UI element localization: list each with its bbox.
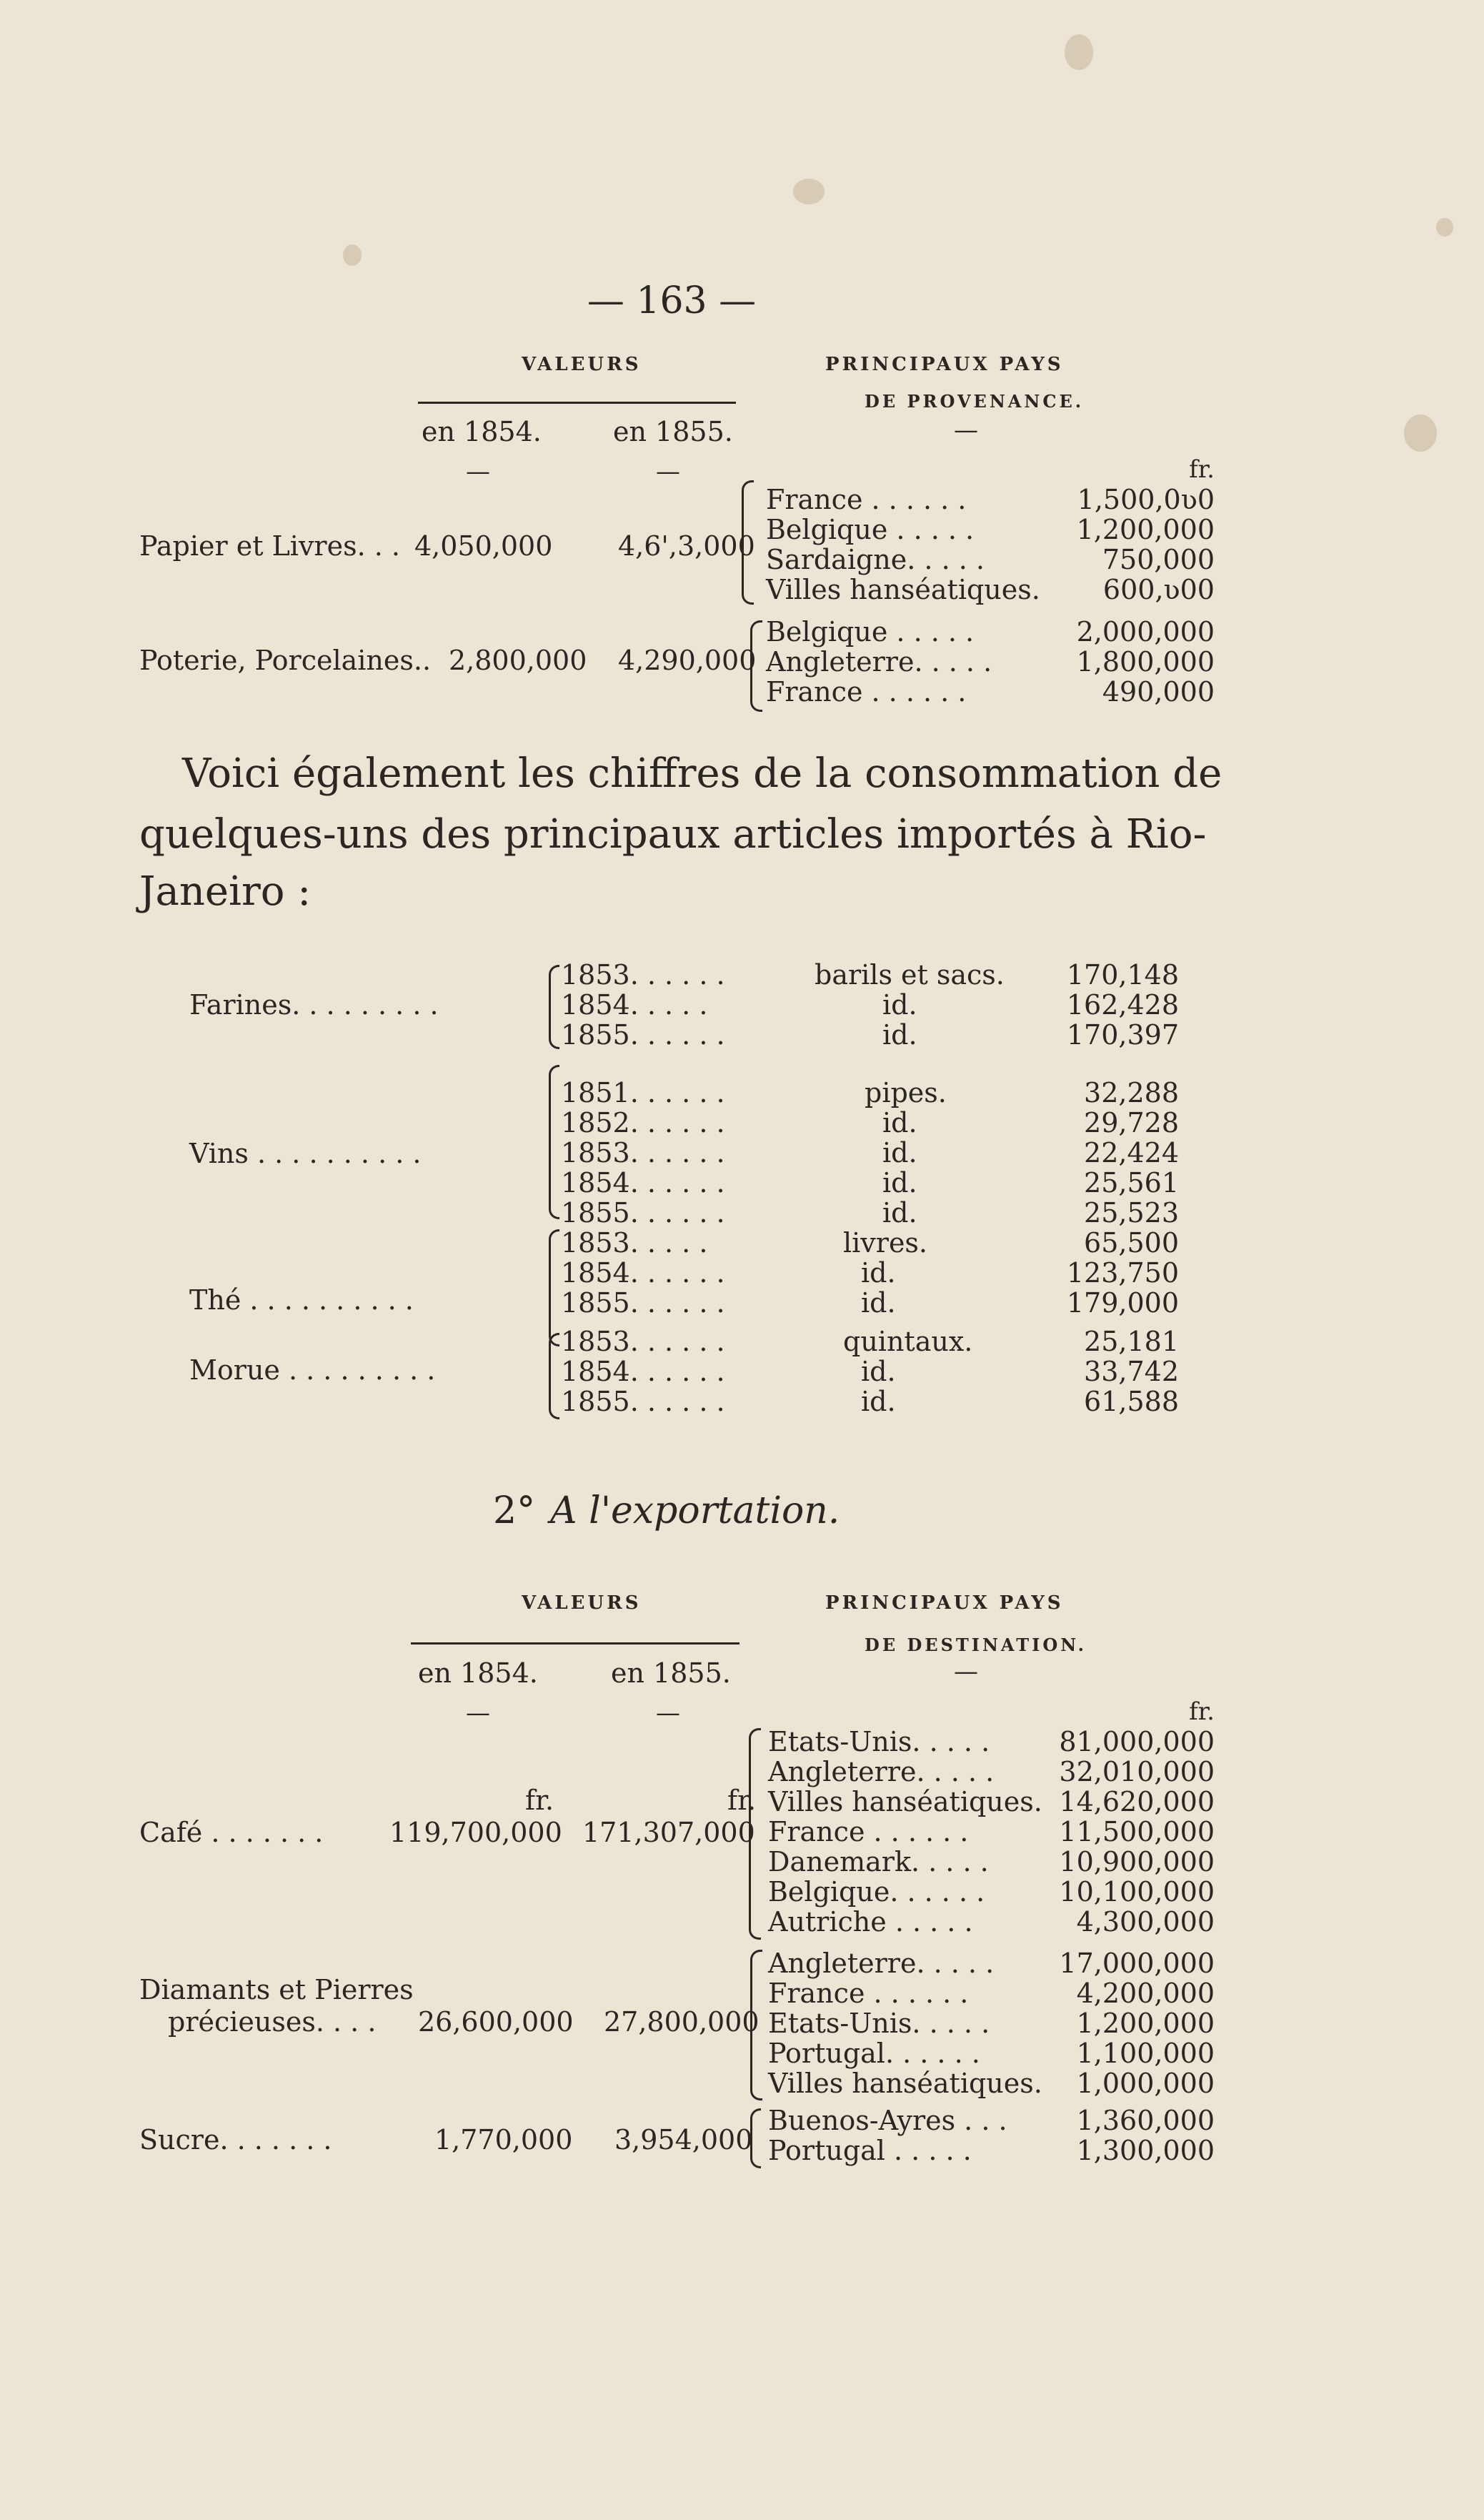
country-value: 750,000 xyxy=(1102,544,1215,575)
brace xyxy=(749,1728,761,1940)
value-1855: 27,800,000 xyxy=(604,2006,760,2038)
country-value: 1,360,000 xyxy=(1076,2105,1215,2136)
country-name: Belgique. . . . . . xyxy=(768,1876,985,1908)
dash: — xyxy=(954,1657,978,1686)
country-name: Villes hanséatiques. xyxy=(766,574,1040,605)
country-value: 1,200,000 xyxy=(1076,2008,1215,2039)
countries-column-subheader: DE PROVENANCE. xyxy=(865,391,1085,412)
country-value: 32,010,000 xyxy=(1059,1756,1215,1787)
unit-label: livres. xyxy=(843,1227,928,1259)
year-label: 1855. . . . . . xyxy=(561,1386,725,1417)
year-label: 1853. . . . . xyxy=(561,1227,708,1259)
unit-label: id. xyxy=(882,1137,917,1169)
paper-stain xyxy=(1404,415,1437,452)
year-1855-header: en 1855. xyxy=(613,416,733,447)
brace xyxy=(549,1229,559,1346)
quantity-value: 33,742 xyxy=(1084,1356,1179,1387)
unit-label: id. xyxy=(882,1167,917,1199)
countries-column-header: PRINCIPAUX PAYS xyxy=(825,1592,1064,1614)
value-1854: 26,600,000 xyxy=(418,2006,574,2038)
brace xyxy=(549,965,559,1049)
country-value: 4,200,000 xyxy=(1076,1978,1215,2009)
unit-label: id. xyxy=(882,989,917,1021)
paper-stain xyxy=(793,179,825,204)
item-name: Papier et Livres. . . xyxy=(139,530,400,562)
brace xyxy=(750,620,762,712)
currency-label: fr. xyxy=(727,1785,757,1816)
quantity-value: 61,588 xyxy=(1084,1386,1179,1417)
country-name: Buenos-Ayres . . . xyxy=(768,2105,1007,2136)
country-name: France . . . . . . xyxy=(768,1816,969,1847)
item-name: Poterie, Porcelaines.. xyxy=(139,645,432,676)
country-name: Belgique . . . . . xyxy=(766,616,975,648)
year-label: 1853. . . . . . xyxy=(561,959,725,991)
paper-stain xyxy=(343,244,362,266)
country-value: 490,000 xyxy=(1102,676,1215,708)
value-1855: 4,290,000 xyxy=(618,645,757,676)
page-number: — 163 — xyxy=(587,279,757,322)
country-name: Portugal. . . . . . xyxy=(768,2038,980,2069)
value-1855: 4,6',3,000 xyxy=(618,530,755,562)
country-value: 81,000,000 xyxy=(1059,1726,1215,1757)
country-value: 1,300,000 xyxy=(1076,2135,1215,2166)
country-name: Sardaigne. . . . . xyxy=(766,544,985,575)
country-name: France . . . . . . xyxy=(768,1978,969,2009)
currency-label: fr. xyxy=(1189,1697,1215,1726)
quantity-value: 170,148 xyxy=(1066,959,1179,991)
year-label: 1853. . . . . . xyxy=(561,1326,725,1357)
item-name: Café . . . . . . . xyxy=(139,1817,324,1848)
item-name: Diamants et Pierres xyxy=(139,1974,414,2005)
paper-stain xyxy=(1065,34,1093,70)
unit-label: id. xyxy=(882,1197,917,1229)
quantity-value: 170,397 xyxy=(1066,1019,1179,1051)
brace xyxy=(549,1333,559,1419)
country-name: France . . . . . . xyxy=(766,676,967,708)
brace xyxy=(750,2108,761,2168)
country-name: France . . . . . . xyxy=(766,484,967,515)
quantity-value: 25,181 xyxy=(1084,1326,1179,1357)
value-1854: 4,050,000 xyxy=(414,530,553,562)
country-name: Angleterre. . . . . xyxy=(766,646,992,678)
paper-stain xyxy=(1436,218,1453,237)
country-value: 17,000,000 xyxy=(1059,1948,1215,1979)
item-name: Vins . . . . . . . . . . xyxy=(189,1138,422,1169)
unit-label: id. xyxy=(882,1019,917,1051)
country-name: Villes hanséatiques. xyxy=(768,1786,1042,1817)
quantity-value: 25,561 xyxy=(1084,1167,1179,1199)
country-name: Villes hanséatiques. xyxy=(768,2068,1042,2099)
country-name: Autriche . . . . . xyxy=(768,1906,973,1938)
country-value: 11,500,000 xyxy=(1059,1816,1215,1847)
unit-label: id. xyxy=(882,1107,917,1139)
brace xyxy=(750,1950,762,2100)
header-brace-line xyxy=(418,402,736,404)
unit-label: id. xyxy=(861,1257,896,1289)
quantity-value: 29,728 xyxy=(1084,1107,1179,1139)
country-name: Etats-Unis. . . . . xyxy=(768,1726,990,1757)
values-column-header: VALEURS xyxy=(522,354,642,375)
currency-label: fr. xyxy=(1189,455,1215,484)
unit-label: id. xyxy=(861,1287,896,1319)
quantity-value: 123,750 xyxy=(1066,1257,1179,1289)
countries-column-header: PRINCIPAUX PAYS xyxy=(825,354,1064,375)
quantity-value: 65,500 xyxy=(1084,1227,1179,1259)
unit-label: quintaux. xyxy=(843,1326,973,1357)
dash: — xyxy=(954,416,978,445)
year-label: 1851. . . . . . xyxy=(561,1077,725,1108)
year-label: 1855. . . . . . xyxy=(561,1019,725,1051)
country-name: Angleterre. . . . . xyxy=(768,1948,995,1979)
country-value: 600,ʋ00 xyxy=(1102,574,1215,605)
brace xyxy=(549,1065,559,1219)
value-1855: 171,307,000 xyxy=(582,1817,755,1848)
year-1855-header: en 1855. xyxy=(611,1657,731,1689)
item-name: Sucre. . . . . . . xyxy=(139,2124,332,2156)
quantity-value: 22,424 xyxy=(1084,1137,1179,1169)
year-1854-header: en 1854. xyxy=(422,416,542,447)
item-name: Farines. . . . . . . . . xyxy=(189,989,439,1021)
year-label: 1854. . . . . . xyxy=(561,1257,725,1289)
item-name: Morue . . . . . . . . . xyxy=(189,1354,436,1386)
unit-label: pipes. xyxy=(865,1077,947,1108)
year-label: 1854. . . . . . xyxy=(561,1356,725,1387)
dash: — xyxy=(466,1699,490,1727)
country-name: Portugal . . . . . xyxy=(768,2135,972,2166)
quantity-value: 162,428 xyxy=(1066,989,1179,1021)
paragraph-line: Janeiro : xyxy=(139,868,312,915)
country-value: 1,800,000 xyxy=(1076,646,1215,678)
dash: — xyxy=(466,457,490,486)
country-value: 1,500,0ʋ0 xyxy=(1077,484,1215,515)
country-value: 1,200,000 xyxy=(1076,514,1215,545)
value-1854: 119,700,000 xyxy=(389,1817,562,1848)
quantity-value: 32,288 xyxy=(1084,1077,1179,1108)
value-1855: 3,954,000 xyxy=(614,2124,753,2156)
paragraph-line: quelques-uns des principaux articles importés à Rio- xyxy=(139,811,1207,858)
item-name: précieuses. . . . xyxy=(168,2006,377,2038)
year-label: 1855. . . . . . xyxy=(561,1197,725,1229)
country-name: Danemark. . . . . xyxy=(768,1846,989,1877)
country-name: Belgique . . . . . xyxy=(766,514,975,545)
country-value: 10,100,000 xyxy=(1059,1876,1215,1908)
country-value: 1,100,000 xyxy=(1076,2038,1215,2069)
export-heading-number: 2° xyxy=(493,1489,536,1532)
year-label: 1854. . . . . . xyxy=(561,1167,725,1199)
country-value: 10,900,000 xyxy=(1059,1846,1215,1877)
year-label: 1852. . . . . . xyxy=(561,1107,725,1139)
brace xyxy=(742,480,754,605)
quantity-value: 25,523 xyxy=(1084,1197,1179,1229)
country-value: 2,000,000 xyxy=(1076,616,1215,648)
quantity-value: 179,000 xyxy=(1066,1287,1179,1319)
country-name: Etats-Unis. . . . . xyxy=(768,2008,990,2039)
country-value: 4,300,000 xyxy=(1076,1906,1215,1938)
export-heading: A l'exportation. xyxy=(550,1489,840,1532)
value-1854: 2,800,000 xyxy=(449,645,587,676)
item-name: Thé . . . . . . . . . . xyxy=(189,1284,414,1316)
header-brace-line xyxy=(411,1642,739,1645)
dash: — xyxy=(656,1699,680,1727)
unit-label: id. xyxy=(861,1386,896,1417)
value-1854: 1,770,000 xyxy=(434,2124,573,2156)
unit-label: barils et sacs. xyxy=(815,959,1005,991)
year-1854-header: en 1854. xyxy=(418,1657,538,1689)
country-name: Angleterre. . . . . xyxy=(768,1756,995,1787)
countries-column-subheader: DE DESTINATION. xyxy=(865,1634,1087,1655)
year-label: 1854. . . . . xyxy=(561,989,708,1021)
values-column-header: VALEURS xyxy=(522,1592,642,1614)
country-value: 14,620,000 xyxy=(1059,1786,1215,1817)
unit-label: id. xyxy=(861,1356,896,1387)
year-label: 1855. . . . . . xyxy=(561,1287,725,1319)
dash: — xyxy=(656,457,680,486)
currency-label: fr. xyxy=(525,1785,554,1816)
country-value: 1,000,000 xyxy=(1076,2068,1215,2099)
year-label: 1853. . . . . . xyxy=(561,1137,725,1169)
paragraph-line: Voici également les chiffres de la consommation de xyxy=(182,750,1222,797)
